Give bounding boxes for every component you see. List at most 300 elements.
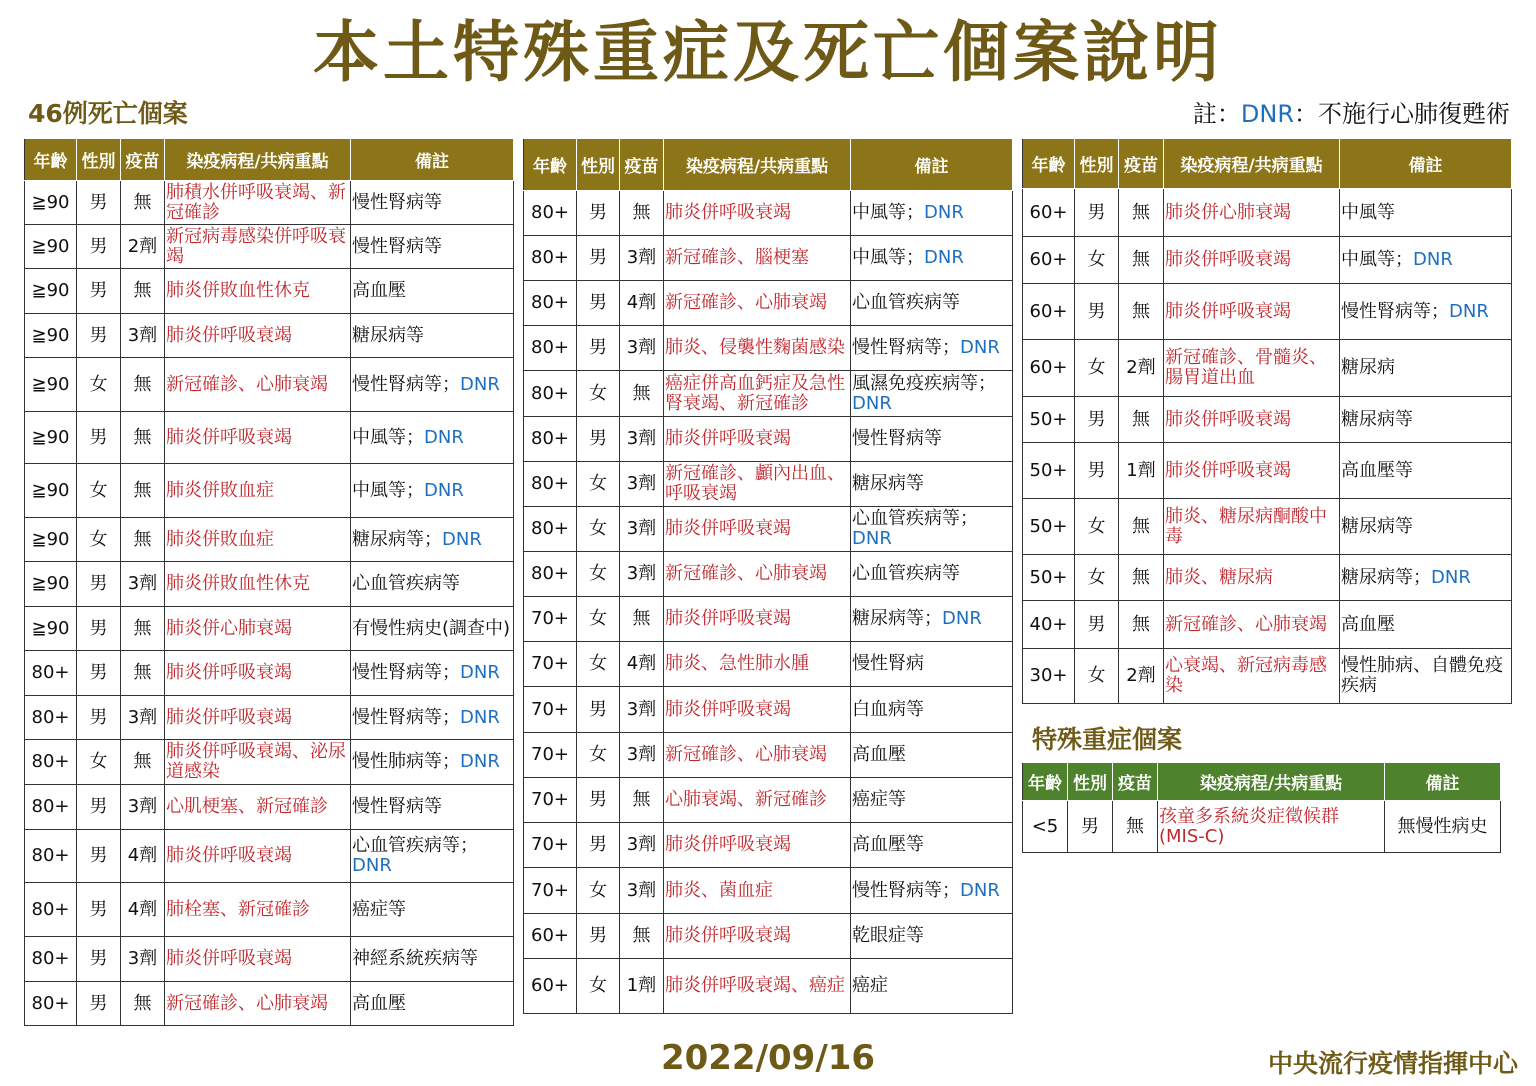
vaccine-cell: 無 <box>121 982 165 1026</box>
age-cell: ≧90 <box>25 269 77 314</box>
age-cell: 80+ <box>524 417 577 462</box>
age-cell: 60+ <box>524 959 577 1014</box>
dnr-tag: DNR <box>852 392 892 414</box>
column-header: 年齡 <box>524 139 577 191</box>
age-cell: 80+ <box>25 785 77 830</box>
dnr-tag: DNR <box>852 528 892 549</box>
age-cell: 80+ <box>25 937 77 982</box>
remark-text: 糖尿病 <box>1341 357 1395 378</box>
remark-cell <box>351 785 514 830</box>
severe-table <box>1022 762 1501 853</box>
course-cell: 肺炎併呼吸衰竭 <box>1164 397 1340 443</box>
note-desc: ：不施行心肺復甦術 <box>1294 100 1510 128</box>
column-header: 染疫病程/共病重點 <box>1158 763 1385 801</box>
age-cell: 70+ <box>524 778 577 823</box>
remark-cell <box>851 371 1013 417</box>
table-row <box>25 785 514 830</box>
course-cell: 肺炎併心肺衰竭 <box>1164 189 1340 237</box>
dnr-tag: DNR <box>424 426 464 448</box>
course-cell: 肺炎併呼吸衰竭 <box>664 417 851 462</box>
age-cell: ≧90 <box>25 464 77 518</box>
course-cell: 肺炎併呼吸衰竭 <box>664 191 851 236</box>
table-row <box>25 269 514 314</box>
age-cell: ≧90 <box>25 225 77 269</box>
page-title: 本土特殊重症及死亡個案說明 <box>313 14 1223 91</box>
sex-cell: 男 <box>1075 443 1119 499</box>
sex-cell: 女 <box>1075 555 1119 601</box>
course-cell: 新冠確診、顱內出血、呼吸衰竭 <box>664 462 851 507</box>
age-cell: ≧90 <box>25 314 77 358</box>
table-row <box>1023 397 1512 443</box>
remark-text: 中風等； <box>352 426 424 448</box>
vaccine-cell: 2劑 <box>1119 340 1164 397</box>
remark-cell <box>1340 189 1512 237</box>
sex-cell: 男 <box>577 191 620 236</box>
vaccine-cell: 無 <box>1119 189 1164 237</box>
sex-cell: 男 <box>77 696 121 740</box>
remark-cell <box>351 269 514 314</box>
column-header: 年齡 <box>25 139 77 181</box>
column-header: 年齡 <box>1023 763 1068 801</box>
table-row <box>524 191 1013 236</box>
remark-text: 中風等； <box>352 479 424 501</box>
sex-cell: 男 <box>577 417 620 462</box>
course-cell: 肺炎、菌血症 <box>664 868 851 914</box>
course-cell: 心肌梗塞、新冠確診 <box>165 785 351 830</box>
sex-cell: 男 <box>77 830 121 883</box>
vaccine-cell: 1劑 <box>620 959 664 1014</box>
remark-text: 慢性腎病等 <box>352 235 442 257</box>
age-cell: 70+ <box>524 733 577 778</box>
course-cell: 肺炎、糖尿病 <box>1164 555 1340 601</box>
table-row <box>524 507 1013 552</box>
course-cell: 新冠確診、心肺衰竭 <box>664 733 851 778</box>
remark-text: 高血壓 <box>352 992 406 1014</box>
remark-text: 有慢性病史(調查中) <box>352 617 511 639</box>
dnr-tag: DNR <box>1413 249 1453 270</box>
age-cell: 70+ <box>524 823 577 868</box>
note-term: DNR <box>1240 100 1294 128</box>
sex-cell: 女 <box>577 371 620 417</box>
table-row <box>524 597 1013 642</box>
remark-text: 高血壓等 <box>852 834 924 855</box>
age-cell: 80+ <box>25 740 77 785</box>
remark-text: 高血壓 <box>352 280 406 301</box>
remark-text: 癌症等 <box>852 789 906 810</box>
course-cell: 心衰竭、新冠病毒感染 <box>1164 649 1340 704</box>
dnr-tag: DNR <box>960 337 1000 358</box>
age-cell: 60+ <box>1023 340 1075 397</box>
vaccine-cell: 3劑 <box>121 937 165 982</box>
table-row <box>524 642 1013 687</box>
sex-cell: 男 <box>577 914 620 959</box>
sex-cell: 男 <box>577 778 620 823</box>
remark-text: 乾眼症等 <box>852 925 924 946</box>
vaccine-cell: 無 <box>121 651 165 696</box>
table-row <box>524 733 1013 778</box>
organization: 中央流行疫情指揮中心 <box>1267 1049 1518 1078</box>
remark-cell <box>351 412 514 464</box>
remark-text: 無慢性病史 <box>1397 815 1488 837</box>
dnr-tag: DNR <box>424 479 464 501</box>
table-row <box>25 562 514 607</box>
vaccine-cell: 3劑 <box>620 868 664 914</box>
death-table-2 <box>523 138 1013 1014</box>
dnr-note <box>1193 94 1510 129</box>
course-cell: 肺炎併呼吸衰竭 <box>664 914 851 959</box>
course-cell: 肺炎併敗血症 <box>165 518 351 562</box>
age-cell: 40+ <box>1023 601 1075 649</box>
sex-cell: 男 <box>77 225 121 269</box>
table-row <box>25 225 514 269</box>
vaccine-cell: 4劑 <box>121 883 165 937</box>
table-row <box>524 959 1013 1014</box>
age-cell: ≧90 <box>25 412 77 464</box>
age-cell: 80+ <box>524 371 577 417</box>
vaccine-cell: 無 <box>121 269 165 314</box>
remark-cell <box>851 642 1013 687</box>
sex-cell: 男 <box>577 687 620 733</box>
remark-text: 慢性腎病等； <box>352 706 460 728</box>
age-cell: 80+ <box>25 651 77 696</box>
sex-cell: 女 <box>1075 340 1119 397</box>
table-row <box>524 823 1013 868</box>
remark-cell <box>851 236 1013 281</box>
dnr-tag: DNR <box>960 879 1000 901</box>
remark-cell <box>851 959 1013 1014</box>
sex-cell: 女 <box>577 959 620 1014</box>
course-cell: 孩童多系統炎症徵候群(MIS-C) <box>1158 801 1385 853</box>
remark-text: 慢性肺病、自體免疫疾病 <box>1341 655 1503 696</box>
remark-cell <box>351 982 514 1026</box>
course-cell: 肺炎、糖尿病酮酸中毒 <box>1164 499 1340 555</box>
sex-cell: 女 <box>577 552 620 597</box>
course-cell: 新冠確診、心肺衰竭 <box>1164 601 1340 649</box>
vaccine-cell: 2劑 <box>121 225 165 269</box>
table-row <box>1023 237 1512 284</box>
table-row <box>524 326 1013 371</box>
note-prefix: 註： <box>1192 100 1241 128</box>
column-header: 染疫病程/共病重點 <box>664 139 851 191</box>
column-header: 染疫病程/共病重點 <box>1164 139 1340 189</box>
column-header: 備註 <box>851 139 1013 191</box>
vaccine-cell: 無 <box>121 464 165 518</box>
course-cell: 肺炎併呼吸衰竭 <box>165 412 351 464</box>
remark-text: 糖尿病等； <box>1341 566 1431 588</box>
table-row <box>25 412 514 464</box>
vaccine-cell: 3劑 <box>121 314 165 358</box>
course-cell: 肺炎併呼吸衰竭 <box>165 651 351 696</box>
header-row <box>524 139 1013 191</box>
column-header: 疫苗 <box>620 139 664 191</box>
vaccine-cell: 無 <box>620 371 664 417</box>
sex-cell: 男 <box>77 181 121 225</box>
course-cell: 肺炎併呼吸衰竭 <box>664 687 851 733</box>
sex-cell: 女 <box>577 868 620 914</box>
age-cell: 80+ <box>524 281 577 326</box>
remark-text: 糖尿病等 <box>1341 408 1413 430</box>
remark-cell <box>351 651 514 696</box>
vaccine-cell: 3劑 <box>121 696 165 740</box>
table-row <box>524 371 1013 417</box>
age-cell: 50+ <box>1023 443 1075 499</box>
vaccine-cell: 無 <box>620 597 664 642</box>
column-header: 備註 <box>1385 763 1501 801</box>
vaccine-cell: 3劑 <box>620 733 664 778</box>
remark-text: 慢性腎病等； <box>352 662 460 683</box>
table-row <box>25 464 514 518</box>
sex-cell: 男 <box>1075 189 1119 237</box>
age-cell: 70+ <box>524 868 577 914</box>
remark-cell <box>351 314 514 358</box>
age-cell: 50+ <box>1023 555 1075 601</box>
remark-text: 慢性肺病等； <box>352 751 460 772</box>
course-cell: 肺炎、侵襲性麴菌感染 <box>664 326 851 371</box>
dnr-tag: DNR <box>460 751 500 772</box>
sex-cell: 女 <box>77 518 121 562</box>
sex-cell: 男 <box>77 562 121 607</box>
remark-cell <box>1340 601 1512 649</box>
remark-cell <box>851 597 1013 642</box>
remark-text: 慢性腎病等； <box>352 373 460 395</box>
column-header: 性別 <box>1075 139 1119 189</box>
course-cell: 新冠確診、心肺衰竭 <box>664 552 851 597</box>
remark-text: 慢性腎病等 <box>352 191 442 213</box>
remark-text: 中風等 <box>1341 201 1395 223</box>
sex-cell: 男 <box>1075 284 1119 340</box>
sex-cell: 男 <box>577 281 620 326</box>
age-cell: 50+ <box>1023 397 1075 443</box>
age-cell: 50+ <box>1023 499 1075 555</box>
remark-cell <box>351 225 514 269</box>
table-row <box>25 982 514 1026</box>
table-row <box>25 607 514 651</box>
remark-text: 風濕免疫疾病等； <box>852 372 996 394</box>
table-row <box>25 358 514 412</box>
vaccine-cell: 無 <box>1119 397 1164 443</box>
table-row <box>1023 499 1512 555</box>
column-header: 疫苗 <box>1119 139 1164 189</box>
remark-text: 慢性腎病等； <box>852 337 960 358</box>
remark-text: 慢性腎病 <box>852 653 924 674</box>
table-row <box>524 462 1013 507</box>
course-cell: 肺炎併呼吸衰竭 <box>1164 237 1340 284</box>
remark-text: 慢性腎病等 <box>352 796 442 817</box>
column-header: 備註 <box>1340 139 1512 189</box>
course-cell: 肺炎併呼吸衰竭 <box>664 597 851 642</box>
sex-cell: 男 <box>77 883 121 937</box>
remark-cell <box>851 868 1013 914</box>
age-cell: ≧90 <box>25 181 77 225</box>
sex-cell: 男 <box>77 982 121 1026</box>
age-cell: 80+ <box>524 507 577 552</box>
remark-cell <box>351 607 514 651</box>
sex-cell: 女 <box>1075 649 1119 704</box>
vaccine-cell: 無 <box>121 412 165 464</box>
remark-cell <box>851 823 1013 868</box>
age-cell: 70+ <box>524 642 577 687</box>
sex-cell: 男 <box>1075 601 1119 649</box>
age-cell: 70+ <box>524 687 577 733</box>
remark-text: 慢性腎病等； <box>852 879 960 901</box>
sex-cell: 女 <box>77 358 121 412</box>
remark-text: 高血壓 <box>1341 613 1395 635</box>
vaccine-cell: 無 <box>1119 601 1164 649</box>
dnr-tag: DNR <box>924 202 964 223</box>
vaccine-cell: 無 <box>121 607 165 651</box>
remark-text: 慢性腎病等； <box>1341 300 1449 322</box>
table-row <box>1023 649 1512 704</box>
table-row <box>524 417 1013 462</box>
age-cell: 80+ <box>524 326 577 371</box>
vaccine-cell: 1劑 <box>1119 443 1164 499</box>
table-row <box>524 281 1013 326</box>
table-row <box>25 518 514 562</box>
column-header: 年齡 <box>1023 139 1075 189</box>
age-cell: 80+ <box>524 236 577 281</box>
age-cell: 80+ <box>25 696 77 740</box>
sex-cell: 男 <box>77 412 121 464</box>
course-cell: 肺積水併呼吸衰竭、新冠確診 <box>165 181 351 225</box>
remark-cell <box>1385 801 1501 853</box>
vaccine-cell: 4劑 <box>620 642 664 687</box>
sex-cell: 女 <box>577 507 620 552</box>
course-cell: 肺炎併心肺衰竭 <box>165 607 351 651</box>
vaccine-cell: 3劑 <box>620 552 664 597</box>
course-cell: 新冠確診、心肺衰竭 <box>664 281 851 326</box>
vaccine-cell: 4劑 <box>121 830 165 883</box>
remark-cell <box>351 883 514 937</box>
vaccine-cell: 2劑 <box>1119 649 1164 704</box>
age-cell: 80+ <box>25 830 77 883</box>
course-cell: 肺炎併敗血症 <box>165 464 351 518</box>
table-row <box>25 181 514 225</box>
remark-cell <box>851 914 1013 959</box>
remark-cell <box>851 326 1013 371</box>
course-cell: 肺栓塞、新冠確診 <box>165 883 351 937</box>
remark-text: 神經系統疾病等 <box>352 948 478 969</box>
sex-cell: 女 <box>577 642 620 687</box>
table-row <box>524 914 1013 959</box>
remark-cell <box>351 696 514 740</box>
vaccine-cell: 無 <box>121 181 165 225</box>
dnr-tag: DNR <box>460 706 500 728</box>
remark-cell <box>351 358 514 412</box>
remark-text: 中風等； <box>1341 249 1413 270</box>
remark-cell <box>351 518 514 562</box>
dnr-tag: DNR <box>1449 300 1489 322</box>
age-cell: 60+ <box>1023 284 1075 340</box>
table-row <box>25 740 514 785</box>
remark-text: 糖尿病等 <box>352 324 424 346</box>
table-row <box>25 830 514 883</box>
sex-cell: 男 <box>77 651 121 696</box>
table-row <box>524 236 1013 281</box>
remark-text: 糖尿病等； <box>852 608 942 629</box>
sex-cell: 男 <box>77 269 121 314</box>
remark-cell <box>851 462 1013 507</box>
vaccine-cell: 4劑 <box>620 281 664 326</box>
header-row <box>25 139 514 181</box>
course-cell: 肺炎併呼吸衰竭 <box>165 696 351 740</box>
vaccine-cell: 無 <box>620 778 664 823</box>
course-cell: 肺炎併呼吸衰竭 <box>165 937 351 982</box>
table-row <box>524 552 1013 597</box>
dnr-tag: DNR <box>460 662 500 683</box>
dnr-tag: DNR <box>352 855 392 876</box>
remark-text: 中風等； <box>852 247 924 268</box>
remark-cell <box>351 937 514 982</box>
death-table-3 <box>1022 138 1512 704</box>
vaccine-cell: 3劑 <box>620 507 664 552</box>
header-row <box>1023 139 1512 189</box>
header-row <box>1023 763 1501 801</box>
remark-cell <box>851 733 1013 778</box>
age-cell: 30+ <box>1023 649 1075 704</box>
remark-cell <box>851 417 1013 462</box>
table-row <box>25 883 514 937</box>
course-cell: 新冠確診、心肺衰竭 <box>165 982 351 1026</box>
sex-cell: 女 <box>577 597 620 642</box>
remark-cell <box>1340 499 1512 555</box>
remark-cell <box>851 507 1013 552</box>
column-header: 疫苗 <box>121 139 165 181</box>
column-header: 性別 <box>1068 763 1113 801</box>
course-cell: 肺炎併呼吸衰竭 <box>165 830 351 883</box>
course-cell: 新冠確診、腦梗塞 <box>664 236 851 281</box>
dnr-tag: DNR <box>924 247 964 268</box>
sex-cell: 男 <box>77 314 121 358</box>
vaccine-cell: 無 <box>121 740 165 785</box>
course-cell: 癌症併高血鈣症及急性腎衰竭、新冠確診 <box>664 371 851 417</box>
table-row <box>25 937 514 982</box>
age-cell: 80+ <box>25 982 77 1026</box>
course-cell: 肺炎、急性肺水腫 <box>664 642 851 687</box>
remark-cell <box>851 552 1013 597</box>
sex-cell: 男 <box>1068 801 1113 853</box>
sex-cell: 男 <box>577 236 620 281</box>
remark-cell <box>851 281 1013 326</box>
remark-text: 癌症等 <box>352 898 406 920</box>
remark-cell <box>851 778 1013 823</box>
sex-cell: 女 <box>1075 499 1119 555</box>
remark-text: 心血管疾病等 <box>852 563 960 584</box>
course-cell: 肺炎併呼吸衰竭、癌症 <box>664 959 851 1014</box>
report-date: 2022/09/16 <box>660 1038 876 1078</box>
column-header: 疫苗 <box>1113 763 1158 801</box>
sex-cell: 男 <box>77 937 121 982</box>
course-cell: 肺炎併呼吸衰竭、泌尿道感染 <box>165 740 351 785</box>
course-cell: 肺炎併敗血性休克 <box>165 562 351 607</box>
remark-text: 心血管疾病等 <box>352 573 460 594</box>
course-cell: 新冠病毒感染併呼吸衰竭 <box>165 225 351 269</box>
remark-cell <box>1340 237 1512 284</box>
vaccine-cell: 3劑 <box>620 462 664 507</box>
remark-cell <box>351 830 514 883</box>
table-row <box>1023 340 1512 397</box>
sex-cell: 女 <box>77 740 121 785</box>
course-cell: 心肺衰竭、新冠確診 <box>664 778 851 823</box>
table-row <box>1023 555 1512 601</box>
age-cell: 80+ <box>524 552 577 597</box>
remark-cell <box>1340 649 1512 704</box>
remark-cell <box>851 687 1013 733</box>
table-row <box>25 651 514 696</box>
table-row <box>1023 189 1512 237</box>
course-cell: 新冠確診、心肺衰竭 <box>165 358 351 412</box>
remark-cell <box>1340 397 1512 443</box>
course-cell: 肺炎併敗血性休克 <box>165 269 351 314</box>
